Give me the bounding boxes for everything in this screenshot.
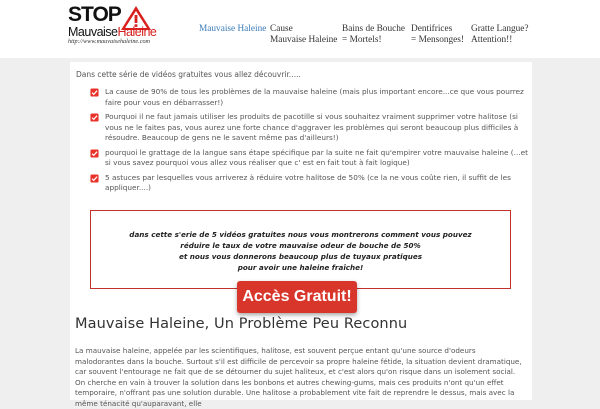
list-item — [90, 148, 530, 169]
nav-item-label: Dentifrices — [411, 24, 453, 34]
site-logo[interactable] — [68, 4, 168, 48]
nav-item-label: = Mortels! — [342, 35, 382, 45]
intro-text: Dans cette série de vidéos gratuites vous allez découvrir..... — [76, 70, 301, 79]
site-header — [0, 0, 600, 58]
main-content — [70, 62, 532, 408]
nav-item-label: Cause — [270, 24, 293, 34]
checkbox-icon — [90, 113, 99, 122]
nav-item-cause[interactable] — [270, 24, 337, 46]
list-item-text: pourquoi le grattage de la langue sans étape spécifique par la suite ne fait qu'empirer votre mauvaise haleine (...et si vous savez pourquoi vous allez vous réaliser que c' est en fait tout à fait logique) — [105, 147, 528, 167]
promo-line: pour avoir une haleine fraîche! — [237, 263, 364, 272]
nav-item-label: Mauvaise Haleine — [199, 24, 267, 34]
nav-item-dentifrices[interactable] — [411, 24, 464, 46]
logo-subtitle — [68, 25, 156, 39]
nav-item-label: Attention!! — [471, 35, 513, 45]
logo-stop-text: STOP — [68, 3, 121, 26]
logo-haleine: Haleine — [117, 25, 157, 39]
article-paragraph: La mauvaise haleine, appelée par les scientifiques, halitose, est souvent perçue entant qu'une source d'odeurs malodorantes dans la bouche. Surtout s'il est difficile de percevoir sa propre haleine fétide, la situation devient dramatique, car souvent l'entourage ne fait que de se détourner du sujet haliteux, et c'est alors qu'on risque dans un isolement social. On cherche en vain à trouver la solution dans les bonbons et autres chewing-gums, mais ces produits n'ont qu'un effet temporaire, n'offrant pas une solution durable. Une halitose a probablement vite fait de reprendre le dessus, mais avec la même ténacité qu'auparavant, elle — [75, 346, 522, 408]
checkbox-icon — [90, 174, 99, 183]
nav-item-label: Bains de Bouche — [342, 24, 405, 34]
list-item — [90, 87, 530, 108]
promo-line: et nous vous donnerons beaucoup plus de tuyaux pratiques — [178, 252, 423, 261]
list-item — [90, 112, 530, 144]
checkbox-icon — [90, 149, 99, 158]
nav-item-gratte-langue[interactable] — [471, 24, 529, 46]
promo-line: réduire le taux de votre mauvaise odeur de bouche de 50% — [180, 241, 421, 250]
nav-item-bains-de-bouche[interactable] — [342, 24, 405, 46]
list-item-text: 5 astuces par lesquelles vous arriverez à réduire votre halitose de 50% (ce la ne vous coûte rien, il suffit de les appliquer....) — [105, 172, 511, 192]
promo-line: dans cette s'erie de 5 vidéos gratuites nous vous montrerons comment vous pouvez — [129, 230, 472, 239]
benefit-list — [90, 87, 530, 198]
checkbox-icon — [90, 88, 99, 97]
list-item — [90, 173, 530, 194]
logo-url: http://www.mauvaisehaleine.com — [68, 38, 151, 45]
free-access-button[interactable]: Accès Gratuit! — [237, 281, 357, 313]
promo-box — [90, 210, 511, 289]
logo-mauvaise: Mauvaise — [68, 25, 118, 39]
nav-item-mauvaise-haleine[interactable] — [199, 24, 266, 35]
section-heading: Mauvaise Haleine, Un Problème Peu Reconnu — [75, 316, 408, 332]
nav-item-label: = Mensonges! — [411, 35, 465, 45]
nav-item-label: Mauvaise Haleine — [270, 35, 338, 45]
list-item-text: Pourquoi il ne faut jamais utiliser les produits de pacotille si vous souhaitez vraiment supprimer votre halitose (si vous ne le faites pas, vous aurez une forte chance d'aggraver les problèmes qui seront beaucoup plus difficiles à résoudre. Beaucoup de gens ne le savent même pas d'ailleurs!) — [105, 112, 519, 142]
promo-text — [91, 229, 510, 273]
nav-item-label: Gratte Langue? — [471, 24, 529, 34]
list-item-text: La cause de 90% de tous les problèmes de la mauvaise haleine (mais plus important encore...ce que vous pourrez faire pour vous en débarrasser!) — [105, 87, 524, 107]
